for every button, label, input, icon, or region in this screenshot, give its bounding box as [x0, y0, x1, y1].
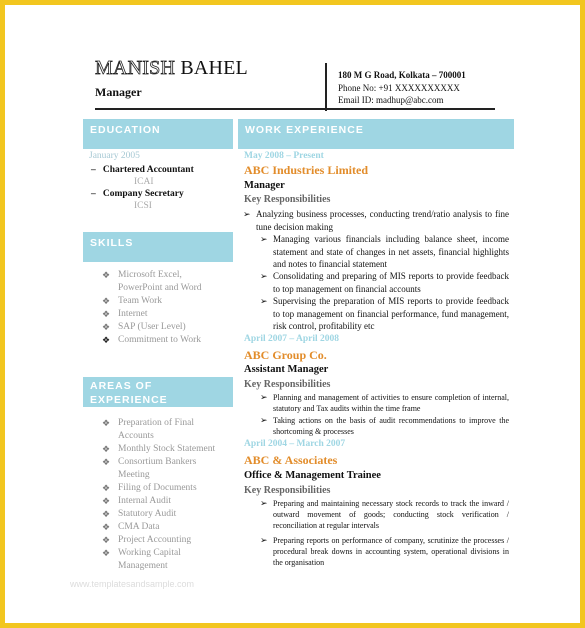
- skills-list: [102, 269, 222, 347]
- diamond-bullet-icon: ❖: [102, 535, 111, 545]
- header-divider-vertical: [325, 63, 327, 111]
- list-item: ❖ Statutory Audit: [102, 509, 177, 519]
- diamond-bullet-icon: ❖: [102, 496, 111, 506]
- job-point: ➢ Supervising the preparation of MIS reports to provide feedback to top management on financial performance, fund management, risk control, profitability etc: [260, 296, 509, 331]
- contact-block: [338, 69, 466, 107]
- job-role: Manager: [244, 180, 285, 191]
- education-date: January 2005: [89, 151, 140, 161]
- arrow-bullet-icon: ➢: [260, 271, 268, 281]
- degree: Chartered Accountant: [102, 165, 194, 175]
- education-heading: EDUCATION: [83, 119, 233, 149]
- arrow-bullet-icon: ➢: [260, 234, 268, 244]
- list-item: ❖ Commitment to Work: [102, 335, 201, 345]
- diamond-bullet-icon: ❖: [102, 522, 111, 532]
- job-date: May 2008 – Present: [244, 151, 324, 161]
- institute: ICAI: [134, 177, 154, 187]
- email: Email ID: madhup@abc.com: [338, 95, 444, 105]
- job-point: ➢ Preparing reports on performance of company, scrutinize the processes / procedural break downs in accounting system, operational divisions in the organisation: [260, 535, 509, 567]
- areas-list: [102, 417, 222, 573]
- candidate-name: [95, 57, 248, 80]
- phone: Phone No: +91 XXXXXXXXXX: [338, 82, 460, 93]
- header-divider-horizontal: [95, 108, 495, 110]
- diamond-bullet-icon: ❖: [102, 457, 111, 467]
- arrow-bullet-icon: ➢: [260, 296, 268, 306]
- diamond-bullet-icon: ❖: [102, 322, 111, 332]
- first-name: MANISH: [95, 57, 176, 79]
- job-role: Assistant Manager: [244, 364, 329, 375]
- list-item: ❖ Monthly Stock Statement: [102, 444, 216, 454]
- candidate-title: Manager: [95, 85, 142, 99]
- last-name: BAHEL: [180, 57, 248, 79]
- watermark: www.templatesandsample.com: [70, 579, 195, 589]
- diamond-bullet-icon: ❖: [102, 309, 111, 319]
- resume-page: [5, 5, 580, 623]
- diamond-bullet-icon: ❖: [102, 335, 111, 345]
- key-responsibilities-label: Key Responsibilities: [244, 379, 331, 390]
- job-point: ➢ Taking actions on the basis of audit recommendations to improve the shortcoming & processes: [260, 415, 509, 436]
- company-name: ABC Industries Limited: [244, 163, 369, 177]
- work-heading: WORK EXPERIENCE: [238, 119, 514, 149]
- company-name: ABC & Associates: [244, 453, 338, 467]
- list-item: ❖ Internet: [102, 309, 148, 319]
- arrow-bullet-icon: ➢: [260, 498, 268, 508]
- job-date: April 2004 – March 2007: [244, 439, 346, 449]
- diamond-bullet-icon: ❖: [102, 483, 111, 493]
- key-responsibilities-label: Key Responsibilities: [244, 194, 331, 205]
- list-item: ❖ Preparation of Final Accounts: [102, 418, 194, 441]
- diamond-bullet-icon: ❖: [102, 296, 111, 306]
- list-item: ❖ Microsoft Excel, PowerPoint and Word: [102, 270, 202, 293]
- job-lead-point: ➢ Analyzing business processes, conducting trend/ratio analysis to fine tune decision making: [243, 209, 509, 232]
- degree: Company Secretary: [102, 189, 184, 199]
- list-item: ❖ CMA Data: [102, 522, 160, 532]
- address: 180 M G Road, Kolkata – 700001: [338, 70, 466, 80]
- list-item: ❖ Consortium Bankers Meeting: [102, 457, 197, 480]
- arrow-bullet-icon: ➢: [260, 392, 268, 402]
- job-role: Office & Management Trainee: [244, 470, 381, 481]
- education-item: – Chartered Accountant: [91, 165, 194, 175]
- list-item: ❖ Team Work: [102, 296, 163, 306]
- arrow-bullet-icon: ➢: [260, 535, 268, 545]
- diamond-bullet-icon: ❖: [102, 418, 111, 428]
- diamond-bullet-icon: ❖: [102, 444, 111, 454]
- areas-heading: AREAS OF EXPERIENCE: [83, 377, 233, 407]
- job-point: ➢ Managing various financials including balance sheet, income statement and state of changes in net assets, financial highlights and notes to financial statement: [260, 234, 509, 269]
- key-responsibilities-label: Key Responsibilities: [244, 485, 331, 496]
- institute: ICSI: [134, 201, 152, 211]
- list-item: ❖ Internal Audit: [102, 496, 172, 506]
- job-point: ➢ Consolidating and preparing of MIS reports to provide feedback to top management on financial accounts: [260, 271, 509, 294]
- company-name: ABC Group Co.: [244, 348, 327, 362]
- list-item: ❖ Filing of Documents: [102, 483, 197, 493]
- list-item: ❖ Project Accounting: [102, 535, 192, 545]
- arrow-bullet-icon: ➢: [243, 209, 251, 219]
- arrow-bullet-icon: ➢: [260, 415, 268, 425]
- education-item: – Company Secretary: [91, 189, 184, 199]
- diamond-bullet-icon: ❖: [102, 548, 111, 558]
- job-date: April 2007 – April 2008: [244, 334, 340, 344]
- job-point: ➢ Planning and management of activities to ensure completion of internal, statutory and Tax audits within the time frame: [260, 392, 509, 413]
- diamond-bullet-icon: ❖: [102, 509, 111, 519]
- skills-heading: SKILLS: [83, 232, 233, 262]
- job-point: ➢ Preparing and maintaining necessary stock records to track the inward / outward movement of goods; conducting stock verification / reconciliation at regular intervals: [260, 498, 509, 530]
- list-item: ❖ Working Capital Management: [102, 548, 181, 571]
- diamond-bullet-icon: ❖: [102, 270, 111, 280]
- list-item: ❖ SAP (User Level): [102, 322, 186, 332]
